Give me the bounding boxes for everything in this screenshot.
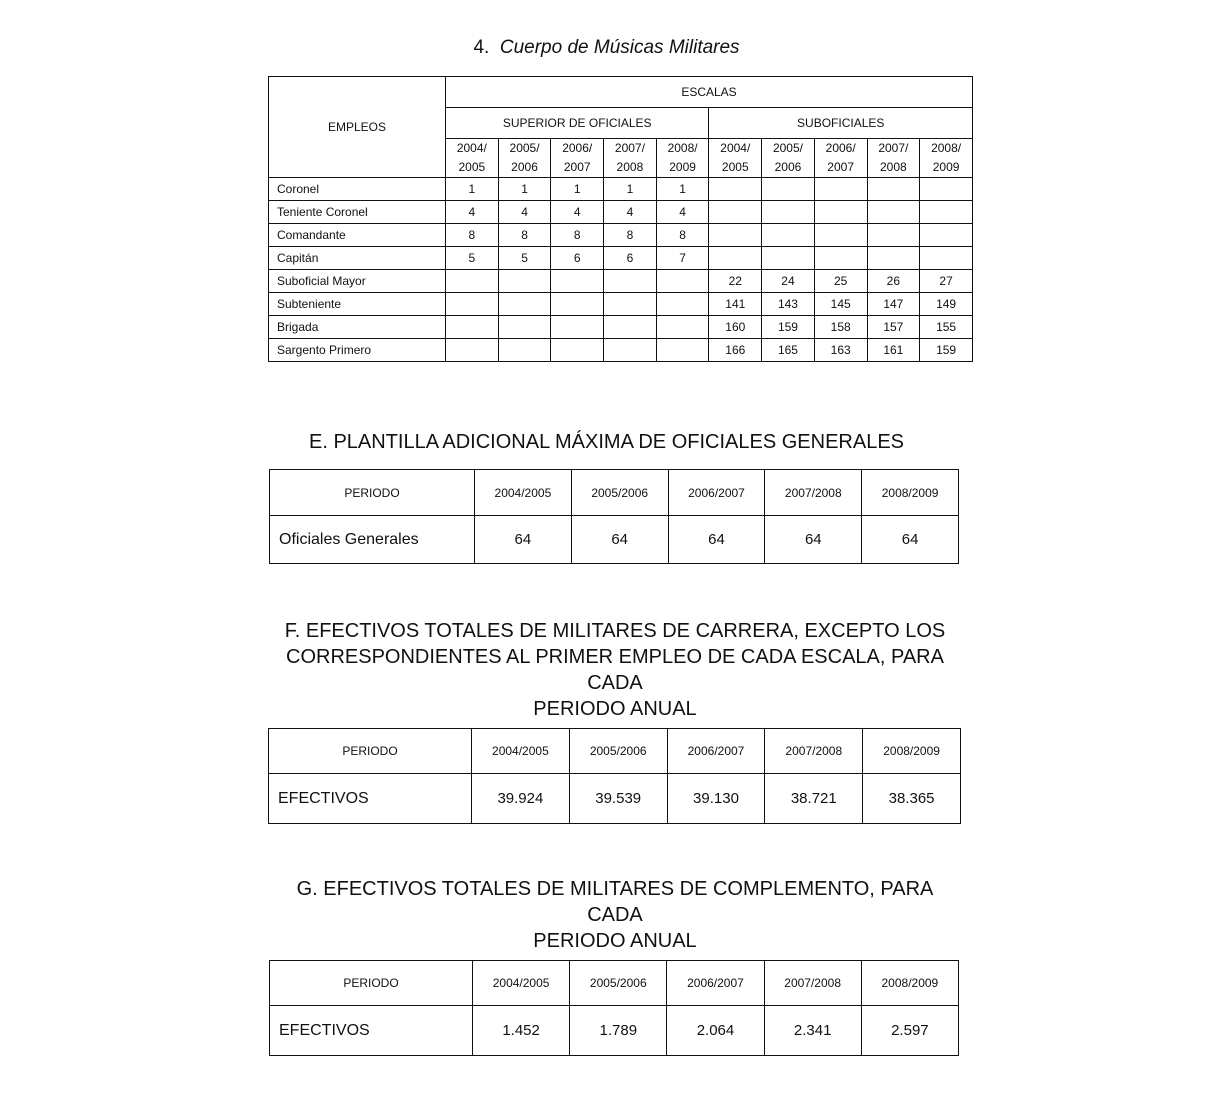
- periodo-row: [270, 470, 959, 516]
- year-header-top: 2007/: [878, 141, 909, 155]
- suboficiales-value-cell: 141: [709, 293, 762, 316]
- suboficiales-value-cell: [920, 201, 973, 224]
- suboficiales-value-cell: 159: [920, 339, 973, 362]
- suboficiales-value-cell: 22: [709, 270, 762, 293]
- musicas-militares-table: [268, 76, 973, 362]
- year-header-top: 2006/: [562, 141, 593, 155]
- empleo-label: Sargento Primero: [269, 339, 446, 362]
- suboficiales-value-cell: 165: [762, 339, 815, 362]
- row-label: EFECTIVOS: [269, 774, 472, 824]
- superior-value-cell: 7: [656, 247, 709, 270]
- periodo-label: PERIODO: [269, 729, 472, 774]
- periodo-label: PERIODO: [270, 961, 473, 1006]
- superior-value-cell: 4: [604, 201, 657, 224]
- section-f-title: [270, 618, 960, 722]
- period-cell: 2007/2008: [765, 729, 863, 774]
- section-4-title: Cuerpo de Músicas Militares: [499, 37, 740, 58]
- empleo-row: [269, 339, 973, 362]
- empleo-label: Brigada: [269, 316, 446, 339]
- suboficiales-value-cell: [709, 178, 762, 201]
- empleo-row: [269, 201, 973, 224]
- year-header-bottom: 2007: [563, 160, 591, 174]
- suboficiales-value-cell: [867, 247, 920, 270]
- value-cell: 38.721: [765, 774, 863, 824]
- period-cell: 2008/2009: [863, 729, 961, 774]
- year-header-bottom: 2005: [458, 160, 486, 174]
- superior-value-cell: [446, 316, 499, 339]
- superior-value-cell: [551, 270, 604, 293]
- year-header-cell: [762, 139, 815, 178]
- superior-value-cell: [446, 270, 499, 293]
- superior-value-cell: 1: [446, 178, 499, 201]
- year-header-bottom: 2005: [721, 160, 749, 174]
- section-f-title-line: PERIODO ANUAL: [533, 698, 697, 720]
- suboficiales-value-cell: 160: [709, 316, 762, 339]
- suboficiales-value-cell: 25: [814, 270, 867, 293]
- value-cell: 39.130: [667, 774, 765, 824]
- superior-value-cell: 1: [656, 178, 709, 201]
- section-f-title-line: CORRESPONDIENTES AL PRIMER EMPLEO DE CADA ESCALA, PARA CADA: [286, 646, 944, 694]
- superior-value-cell: 4: [551, 201, 604, 224]
- year-header-cell: [867, 139, 920, 178]
- period-cell: 2006/2007: [667, 729, 765, 774]
- suboficiales-value-cell: 143: [762, 293, 815, 316]
- period-cell: 2008/2009: [861, 961, 958, 1006]
- year-header-bottom: 2008: [879, 160, 907, 174]
- year-header-bottom: 2006: [511, 160, 538, 174]
- empleo-label: Subteniente: [269, 293, 446, 316]
- superior-value-cell: 1: [551, 178, 604, 201]
- suboficiales-value-cell: 147: [867, 293, 920, 316]
- superior-value-cell: [604, 270, 657, 293]
- row-label: EFECTIVOS: [270, 1006, 473, 1056]
- suboficiales-value-cell: 161: [867, 339, 920, 362]
- suboficiales-value-cell: 159: [762, 316, 815, 339]
- superior-value-cell: [604, 339, 657, 362]
- superior-value-cell: 5: [498, 247, 551, 270]
- empleo-label: Coronel: [269, 178, 446, 201]
- suboficiales-value-cell: [920, 247, 973, 270]
- suboficiales-value-cell: [709, 201, 762, 224]
- year-header-top: 2008/: [931, 141, 962, 155]
- empleo-label: Teniente Coronel: [269, 201, 446, 224]
- year-header-bottom: 2008: [616, 160, 644, 174]
- plantilla-adicional-table: [269, 469, 959, 564]
- superior-value-cell: [656, 316, 709, 339]
- period-cell: 2007/2008: [765, 470, 862, 516]
- value-cell: 64: [475, 516, 572, 564]
- period-cell: 2008/2009: [862, 470, 959, 516]
- suboficiales-value-cell: 166: [709, 339, 762, 362]
- value-cell: 2.597: [861, 1006, 958, 1056]
- superior-value-cell: [551, 339, 604, 362]
- periodo-row: [269, 729, 961, 774]
- suboficiales-value-cell: [867, 224, 920, 247]
- superior-value-cell: [551, 316, 604, 339]
- superior-value-cell: [498, 293, 551, 316]
- escalas-header: ESCALAS: [446, 77, 973, 108]
- superior-value-cell: [656, 270, 709, 293]
- value-cell: 38.365: [863, 774, 961, 824]
- suboficiales-value-cell: 24: [762, 270, 815, 293]
- superior-value-cell: [604, 316, 657, 339]
- suboficiales-value-cell: [920, 224, 973, 247]
- header-row-escalas: [269, 77, 973, 108]
- superior-value-cell: 6: [604, 247, 657, 270]
- period-cell: 2006/2007: [668, 470, 765, 516]
- superior-value-cell: [656, 293, 709, 316]
- superior-value-cell: 8: [551, 224, 604, 247]
- year-header-cell: [920, 139, 973, 178]
- superior-value-cell: [498, 270, 551, 293]
- suboficiales-value-cell: 145: [814, 293, 867, 316]
- section-4-heading: [0, 37, 1213, 59]
- superior-value-cell: [446, 339, 499, 362]
- superior-oficiales-header: SUPERIOR DE OFICIALES: [446, 108, 709, 139]
- suboficiales-value-cell: [709, 247, 762, 270]
- superior-value-cell: 4: [656, 201, 709, 224]
- suboficiales-value-cell: 26: [867, 270, 920, 293]
- empleo-row: [269, 316, 973, 339]
- year-header-top: 2005/: [772, 141, 803, 155]
- empleos-header: EMPLEOS: [269, 77, 446, 178]
- superior-value-cell: [498, 316, 551, 339]
- value-cell: 39.924: [472, 774, 570, 824]
- year-header-cell: [446, 139, 499, 178]
- superior-value-cell: 1: [604, 178, 657, 201]
- section-4-number: 4.: [473, 37, 490, 58]
- suboficiales-value-cell: [762, 201, 815, 224]
- superior-value-cell: 4: [446, 201, 499, 224]
- suboficiales-value-cell: 163: [814, 339, 867, 362]
- superior-value-cell: 5: [446, 247, 499, 270]
- efectivos-carrera-table: [268, 728, 961, 824]
- year-header-bottom: 2007: [827, 160, 854, 174]
- period-cell: 2004/2005: [475, 470, 572, 516]
- empleo-label: Suboficial Mayor: [269, 270, 446, 293]
- empleo-row: [269, 270, 973, 293]
- section-g-title-line: PERIODO ANUAL: [533, 930, 697, 952]
- suboficiales-value-cell: [814, 178, 867, 201]
- year-header-top: 2004/: [720, 141, 751, 155]
- section-g-title-line: G. EFECTIVOS TOTALES DE MILITARES DE COMPLEMENTO, PARA CADA: [296, 878, 934, 926]
- superior-value-cell: 8: [656, 224, 709, 247]
- suboficiales-value-cell: 149: [920, 293, 973, 316]
- empleo-row: [269, 247, 973, 270]
- section-e-title: E. PLANTILLA ADICIONAL MÁXIMA DE OFICIALES GENERALES: [308, 431, 904, 453]
- oficiales-generales-row: [270, 516, 959, 564]
- periodo-label: PERIODO: [270, 470, 475, 516]
- year-header-bottom: 2009: [932, 160, 960, 174]
- efectivos-complemento-table: [269, 960, 959, 1056]
- superior-value-cell: [656, 339, 709, 362]
- value-cell: 2.341: [764, 1006, 861, 1056]
- year-header-cell: [498, 139, 551, 178]
- suboficiales-value-cell: 155: [920, 316, 973, 339]
- empleo-row: [269, 178, 973, 201]
- period-cell: 2005/2006: [569, 729, 667, 774]
- suboficiales-value-cell: [920, 178, 973, 201]
- section-g-title: [270, 876, 960, 954]
- superior-value-cell: [551, 293, 604, 316]
- empleo-label: Comandante: [269, 224, 446, 247]
- value-cell: 64: [571, 516, 668, 564]
- year-header-cell: [814, 139, 867, 178]
- suboficiales-value-cell: [814, 201, 867, 224]
- year-header-cell: [656, 139, 709, 178]
- superior-value-cell: 8: [498, 224, 551, 247]
- superior-value-cell: [604, 293, 657, 316]
- suboficiales-value-cell: [762, 247, 815, 270]
- year-header-cell: [709, 139, 762, 178]
- period-cell: 2005/2006: [570, 961, 667, 1006]
- year-header-top: 2008/: [667, 141, 698, 155]
- suboficiales-value-cell: [867, 178, 920, 201]
- superior-value-cell: 6: [551, 247, 604, 270]
- suboficiales-value-cell: [814, 224, 867, 247]
- suboficiales-header: SUBOFICIALES: [709, 108, 973, 139]
- suboficiales-value-cell: [762, 178, 815, 201]
- year-header-bottom: 2009: [669, 160, 696, 174]
- period-cell: 2005/2006: [571, 470, 668, 516]
- value-cell: 2.064: [667, 1006, 764, 1056]
- year-header-top: 2006/: [825, 141, 856, 155]
- year-header-bottom: 2006: [774, 160, 802, 174]
- suboficiales-value-cell: [814, 247, 867, 270]
- suboficiales-value-cell: 27: [920, 270, 973, 293]
- suboficiales-value-cell: 158: [814, 316, 867, 339]
- superior-value-cell: [498, 339, 551, 362]
- value-cell: 64: [765, 516, 862, 564]
- value-cell: 64: [862, 516, 959, 564]
- period-cell: 2007/2008: [764, 961, 861, 1006]
- value-cell: 64: [668, 516, 765, 564]
- year-header-top: 2004/: [456, 141, 487, 155]
- suboficiales-value-cell: [762, 224, 815, 247]
- value-cell: 1.789: [570, 1006, 667, 1056]
- suboficiales-value-cell: 157: [867, 316, 920, 339]
- year-header-top: 2007/: [614, 141, 645, 155]
- efectivos-row: [270, 1006, 959, 1056]
- period-cell: 2004/2005: [473, 961, 570, 1006]
- empleo-row: [269, 224, 973, 247]
- superior-value-cell: 4: [498, 201, 551, 224]
- empleo-label: Capitán: [269, 247, 446, 270]
- empleo-row: [269, 293, 973, 316]
- efectivos-row: [269, 774, 961, 824]
- year-header-top: 2005/: [509, 141, 540, 155]
- period-cell: 2006/2007: [667, 961, 764, 1006]
- superior-value-cell: 1: [498, 178, 551, 201]
- periodo-row: [270, 961, 959, 1006]
- superior-value-cell: 8: [446, 224, 499, 247]
- period-cell: 2004/2005: [472, 729, 570, 774]
- year-header-cell: [551, 139, 604, 178]
- musicas-militares-body: [269, 178, 973, 362]
- section-f-title-line: F. EFECTIVOS TOTALES DE MILITARES DE CARRERA, EXCEPTO LOS: [284, 620, 946, 642]
- row-label: Oficiales Generales: [270, 516, 475, 564]
- value-cell: 1.452: [473, 1006, 570, 1056]
- suboficiales-value-cell: [709, 224, 762, 247]
- suboficiales-value-cell: [867, 201, 920, 224]
- superior-value-cell: 8: [604, 224, 657, 247]
- year-header-cell: [604, 139, 657, 178]
- value-cell: 39.539: [569, 774, 667, 824]
- superior-value-cell: [446, 293, 499, 316]
